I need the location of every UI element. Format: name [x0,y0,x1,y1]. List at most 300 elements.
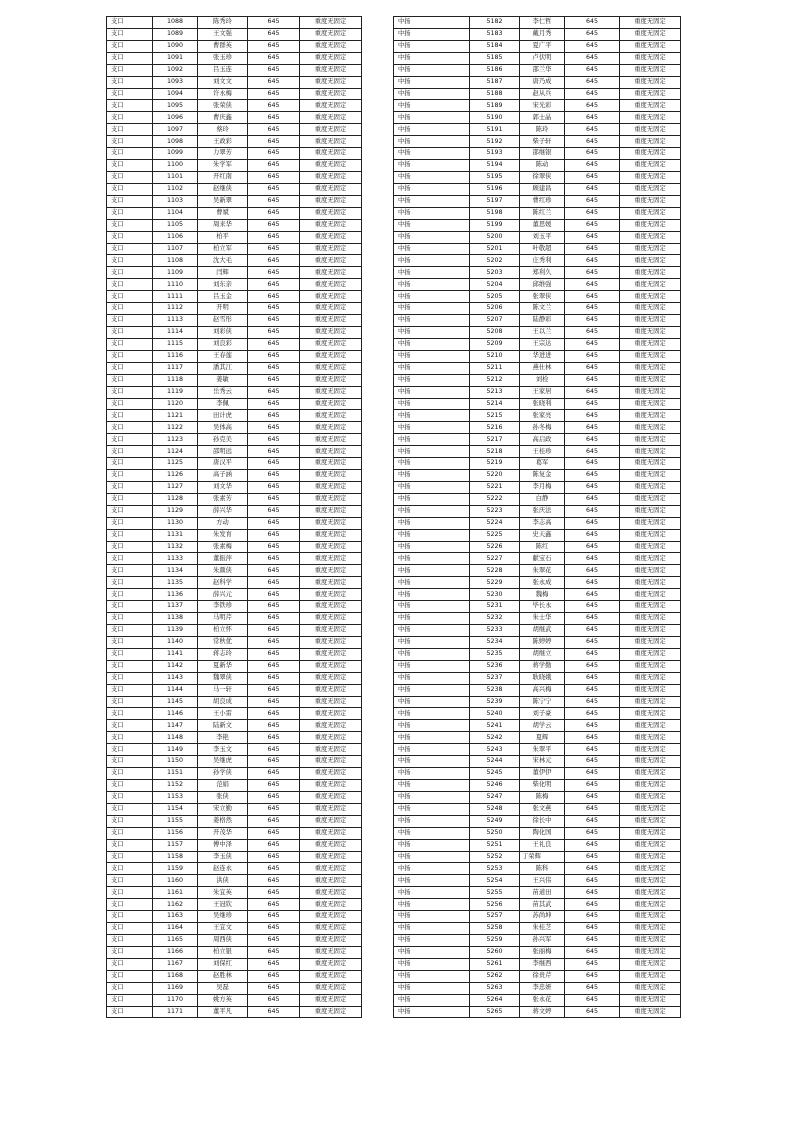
name-cell: 李志高 [520,517,565,529]
region-cell: 支口 [107,338,153,350]
category-cell: 重度无固定 [620,744,681,756]
amount-cell: 645 [565,696,620,708]
table-row [107,1006,362,1018]
table-row [394,52,681,64]
id-cell: 1094 [153,88,198,100]
id-cell: 1171 [153,1006,198,1018]
id-cell: 1109 [153,267,198,279]
category-cell: 重度无固定 [300,565,362,577]
table-row [107,589,362,601]
id-cell: 1147 [153,720,198,732]
amount-cell: 645 [248,946,300,958]
name-cell: 沈大毛 [198,255,248,267]
category-cell: 重度无固定 [620,768,681,780]
category-cell: 重度无固定 [300,923,362,935]
name-cell: 夏广平 [520,40,565,52]
name-cell: 吴新翠 [198,195,248,207]
id-cell: 1113 [153,315,198,327]
region-cell: 支口 [107,994,153,1006]
category-cell: 重度无固定 [300,529,362,541]
id-cell: 1114 [153,326,198,338]
name-cell: 姜敏 [198,374,248,386]
id-cell: 1088 [153,17,198,29]
amount-cell: 645 [565,195,620,207]
amount-cell: 645 [565,994,620,1006]
name-cell: 闫辉 [198,267,248,279]
id-cell: 5252 [470,851,520,863]
category-cell: 重度无固定 [620,171,681,183]
table-row [107,350,362,362]
table-row [107,982,362,994]
table-row [394,636,681,648]
name-cell: 徐贵芹 [520,970,565,982]
amount-cell: 645 [248,17,300,29]
category-cell: 重度无固定 [620,887,681,899]
region-cell: 支口 [107,577,153,589]
region-cell: 支口 [107,660,153,672]
id-cell: 5242 [470,732,520,744]
category-cell: 重度无固定 [300,64,362,76]
region-cell: 支口 [107,88,153,100]
table-row [107,541,362,553]
table-row [394,946,681,958]
amount-cell: 645 [565,803,620,815]
category-cell: 重度无固定 [300,493,362,505]
amount-cell: 645 [248,64,300,76]
table-row [107,565,362,577]
amount-cell: 645 [565,541,620,553]
name-cell: 吕玉连 [198,64,248,76]
category-cell: 重度无固定 [300,780,362,792]
table-row [394,791,681,803]
amount-cell: 645 [565,648,620,660]
name-cell: 王文强 [198,28,248,40]
amount-cell: 645 [565,505,620,517]
region-cell: 中扬 [394,183,470,195]
id-cell: 5253 [470,863,520,875]
id-cell: 1169 [153,982,198,994]
amount-cell: 645 [565,887,620,899]
category-cell: 重度无固定 [620,219,681,231]
table-row [107,875,362,887]
table-row [394,386,681,398]
name-cell: 刘文文 [198,76,248,88]
id-cell: 5210 [470,350,520,362]
category-cell: 重度无固定 [300,839,362,851]
table-row [107,446,362,458]
id-cell: 1125 [153,458,198,470]
table-row [107,529,362,541]
amount-cell: 645 [248,994,300,1006]
region-cell: 中扬 [394,64,470,76]
category-cell: 重度无固定 [620,100,681,112]
id-cell: 5188 [470,88,520,100]
amount-cell: 645 [565,148,620,160]
region-cell: 支口 [107,887,153,899]
region-cell: 支口 [107,326,153,338]
name-cell: 邵明远 [198,446,248,458]
table-row [394,124,681,136]
table-row [394,696,681,708]
category-cell: 重度无固定 [300,28,362,40]
id-cell: 5235 [470,648,520,660]
table-row [107,267,362,279]
table-row [394,446,681,458]
name-cell: 马明芹 [198,613,248,625]
amount-cell: 645 [565,410,620,422]
table-row [107,780,362,792]
id-cell: 1154 [153,803,198,815]
region-cell: 中扬 [394,243,470,255]
name-cell: 陈动 [520,160,565,172]
amount-cell: 645 [565,815,620,827]
region-cell: 中扬 [394,827,470,839]
id-cell: 1132 [153,541,198,553]
category-cell: 重度无固定 [620,577,681,589]
region-cell: 支口 [107,458,153,470]
amount-cell: 645 [565,732,620,744]
amount-cell: 645 [248,899,300,911]
name-cell: 顾建昌 [520,183,565,195]
id-cell: 1095 [153,100,198,112]
name-cell: 陶化国 [520,827,565,839]
name-cell: 开红南 [198,171,248,183]
region-cell: 支口 [107,601,153,613]
table-row [394,601,681,613]
region-cell: 支口 [107,815,153,827]
id-cell: 1124 [153,446,198,458]
region-cell: 中扬 [394,100,470,112]
table-row [394,625,681,637]
name-cell: 开茂华 [198,827,248,839]
region-cell: 中扬 [394,303,470,315]
table-row [394,315,681,327]
category-cell: 重度无固定 [300,577,362,589]
category-cell: 重度无固定 [300,791,362,803]
id-cell: 1108 [153,255,198,267]
name-cell: 白静 [520,493,565,505]
region-cell: 支口 [107,207,153,219]
name-cell: 赵胜林 [198,970,248,982]
table-row [107,470,362,482]
id-cell: 1166 [153,946,198,958]
id-cell: 5192 [470,136,520,148]
category-cell: 重度无固定 [620,970,681,982]
amount-cell: 645 [565,386,620,398]
category-cell: 重度无固定 [620,553,681,565]
category-cell: 重度无固定 [620,791,681,803]
amount-cell: 645 [248,660,300,672]
id-cell: 5207 [470,315,520,327]
amount-cell: 645 [565,470,620,482]
table-row [107,851,362,863]
category-cell: 重度无固定 [300,124,362,136]
category-cell: 重度无固定 [620,946,681,958]
amount-cell: 645 [248,839,300,851]
amount-cell: 645 [565,326,620,338]
category-cell: 重度无固定 [300,517,362,529]
id-cell: 1112 [153,303,198,315]
id-cell: 5225 [470,529,520,541]
amount-cell: 645 [565,672,620,684]
category-cell: 重度无固定 [300,458,362,470]
id-cell: 5203 [470,267,520,279]
table-row [394,863,681,875]
name-cell: 燕仕林 [520,362,565,374]
region-cell: 支口 [107,410,153,422]
category-cell: 重度无固定 [620,601,681,613]
table-row [394,493,681,505]
amount-cell: 645 [565,303,620,315]
table-row [394,338,681,350]
id-cell: 1136 [153,589,198,601]
id-cell: 1099 [153,148,198,160]
amount-cell: 645 [248,505,300,517]
name-cell: 李佩 [198,398,248,410]
category-cell: 重度无固定 [620,124,681,136]
table-row [394,553,681,565]
table-row [107,601,362,613]
region-cell: 支口 [107,231,153,243]
name-cell: 蔡玲 [198,124,248,136]
id-cell: 5184 [470,40,520,52]
category-cell: 重度无固定 [300,398,362,410]
category-cell: 重度无固定 [300,827,362,839]
amount-cell: 645 [565,565,620,577]
region-cell: 支口 [107,565,153,577]
amount-cell: 645 [565,744,620,756]
name-cell: 庄秀利 [520,255,565,267]
region-cell: 中扬 [394,434,470,446]
table-row [394,970,681,982]
amount-cell: 645 [565,207,620,219]
name-cell: 曹庆鑫 [198,112,248,124]
table-row [107,195,362,207]
region-cell: 支口 [107,148,153,160]
region-cell: 支口 [107,374,153,386]
category-cell: 重度无固定 [300,660,362,672]
region-cell: 支口 [107,28,153,40]
name-cell: 田计虎 [198,410,248,422]
region-cell: 中扬 [394,982,470,994]
amount-cell: 645 [248,291,300,303]
amount-cell: 645 [565,863,620,875]
category-cell: 重度无固定 [620,875,681,887]
table-row [394,613,681,625]
table-row [394,744,681,756]
region-cell: 支口 [107,934,153,946]
id-cell: 5185 [470,52,520,64]
category-cell: 重度无固定 [620,684,681,696]
category-cell: 重度无固定 [300,958,362,970]
table-row [394,303,681,315]
name-cell: 赵连永 [198,863,248,875]
region-cell: 中扬 [394,136,470,148]
region-cell: 支口 [107,17,153,29]
amount-cell: 645 [565,40,620,52]
id-cell: 5236 [470,660,520,672]
amount-cell: 645 [248,553,300,565]
name-cell: 夏辉 [520,732,565,744]
id-cell: 1091 [153,52,198,64]
id-cell: 5255 [470,887,520,899]
id-cell: 1116 [153,350,198,362]
region-cell: 中扬 [394,994,470,1006]
table-row [107,148,362,160]
amount-cell: 645 [248,720,300,732]
table-row [107,112,362,124]
table-row [107,803,362,815]
name-cell: 戴月秀 [520,28,565,40]
category-cell: 重度无固定 [620,517,681,529]
amount-cell: 645 [248,803,300,815]
name-cell: 张晓利 [520,398,565,410]
amount-cell: 645 [565,338,620,350]
region-cell: 支口 [107,625,153,637]
table-row [394,100,681,112]
table-row [107,398,362,410]
name-cell: 史天鑫 [520,529,565,541]
name-cell: 陆静彩 [520,315,565,327]
category-cell: 重度无固定 [300,684,362,696]
amount-cell: 645 [565,160,620,172]
table-row [107,625,362,637]
name-cell: 徐长中 [520,815,565,827]
amount-cell: 645 [565,350,620,362]
amount-cell: 645 [248,303,300,315]
region-cell: 中扬 [394,231,470,243]
amount-cell: 645 [565,231,620,243]
table-row [394,899,681,911]
name-cell: 朱宜英 [198,887,248,899]
category-cell: 重度无固定 [620,350,681,362]
name-cell: 毕长永 [520,601,565,613]
name-cell: 李忠妍 [520,982,565,994]
amount-cell: 645 [565,923,620,935]
table-row [394,171,681,183]
name-cell: 苏尚坤 [520,911,565,923]
id-cell: 5243 [470,744,520,756]
amount-cell: 645 [248,982,300,994]
region-cell: 中扬 [394,76,470,88]
table-row [394,434,681,446]
region-cell: 支口 [107,827,153,839]
name-cell: 胡良成 [198,696,248,708]
category-cell: 重度无固定 [300,160,362,172]
id-cell: 1123 [153,434,198,446]
name-cell: 胡继武 [520,625,565,637]
region-cell: 中扬 [394,350,470,362]
id-cell: 5231 [470,601,520,613]
category-cell: 重度无固定 [620,195,681,207]
region-cell: 支口 [107,470,153,482]
name-cell: 柏立银 [198,946,248,958]
id-cell: 1153 [153,791,198,803]
name-cell: 朱颜侠 [198,565,248,577]
category-cell: 重度无固定 [300,326,362,338]
id-cell: 5196 [470,183,520,195]
region-cell: 中扬 [394,493,470,505]
id-cell: 1090 [153,40,198,52]
name-cell: 陈科 [520,863,565,875]
id-cell: 1139 [153,625,198,637]
id-cell: 1127 [153,481,198,493]
name-cell: 郑利久 [520,267,565,279]
id-cell: 1140 [153,636,198,648]
name-cell: 薛兴元 [198,589,248,601]
table-row [394,231,681,243]
category-cell: 重度无固定 [620,136,681,148]
region-cell: 支口 [107,636,153,648]
region-cell: 支口 [107,493,153,505]
amount-cell: 645 [248,648,300,660]
table-row [107,768,362,780]
category-cell: 重度无固定 [300,291,362,303]
name-cell: 张家亮 [520,410,565,422]
amount-cell: 645 [248,768,300,780]
table-row [107,660,362,672]
amount-cell: 645 [248,589,300,601]
name-cell: 胡学云 [520,720,565,732]
id-cell: 5201 [470,243,520,255]
amount-cell: 645 [565,112,620,124]
category-cell: 重度无固定 [300,338,362,350]
region-cell: 中扬 [394,171,470,183]
name-cell: 李玉侠 [198,851,248,863]
id-cell: 5224 [470,517,520,529]
category-cell: 重度无固定 [300,946,362,958]
name-cell: 华进进 [520,350,565,362]
name-cell: 宋林元 [520,756,565,768]
region-cell: 支口 [107,791,153,803]
region-cell: 中扬 [394,52,470,64]
category-cell: 重度无固定 [620,422,681,434]
category-cell: 重度无固定 [620,112,681,124]
category-cell: 重度无固定 [300,613,362,625]
table-row [394,708,681,720]
amount-cell: 645 [248,219,300,231]
amount-cell: 645 [248,52,300,64]
name-cell: 洪侠 [198,875,248,887]
id-cell: 1138 [153,613,198,625]
name-cell: 王小雷 [198,708,248,720]
name-cell: 魏翠侠 [198,672,248,684]
region-cell: 支口 [107,768,153,780]
id-cell: 5244 [470,756,520,768]
table-row [107,815,362,827]
table-row [107,839,362,851]
name-cell: 力翠芳 [198,148,248,160]
table-row [107,720,362,732]
category-cell: 重度无固定 [620,541,681,553]
category-cell: 重度无固定 [300,303,362,315]
name-cell: 陈红兰 [520,207,565,219]
region-cell: 支口 [107,839,153,851]
amount-cell: 645 [248,732,300,744]
category-cell: 重度无固定 [620,338,681,350]
id-cell: 5256 [470,899,520,911]
table-row [107,136,362,148]
id-cell: 5221 [470,481,520,493]
amount-cell: 645 [565,398,620,410]
amount-cell: 645 [565,279,620,291]
id-cell: 1134 [153,565,198,577]
id-cell: 5205 [470,291,520,303]
amount-cell: 645 [565,839,620,851]
table-row [107,279,362,291]
category-cell: 重度无固定 [620,815,681,827]
id-cell: 1131 [153,529,198,541]
